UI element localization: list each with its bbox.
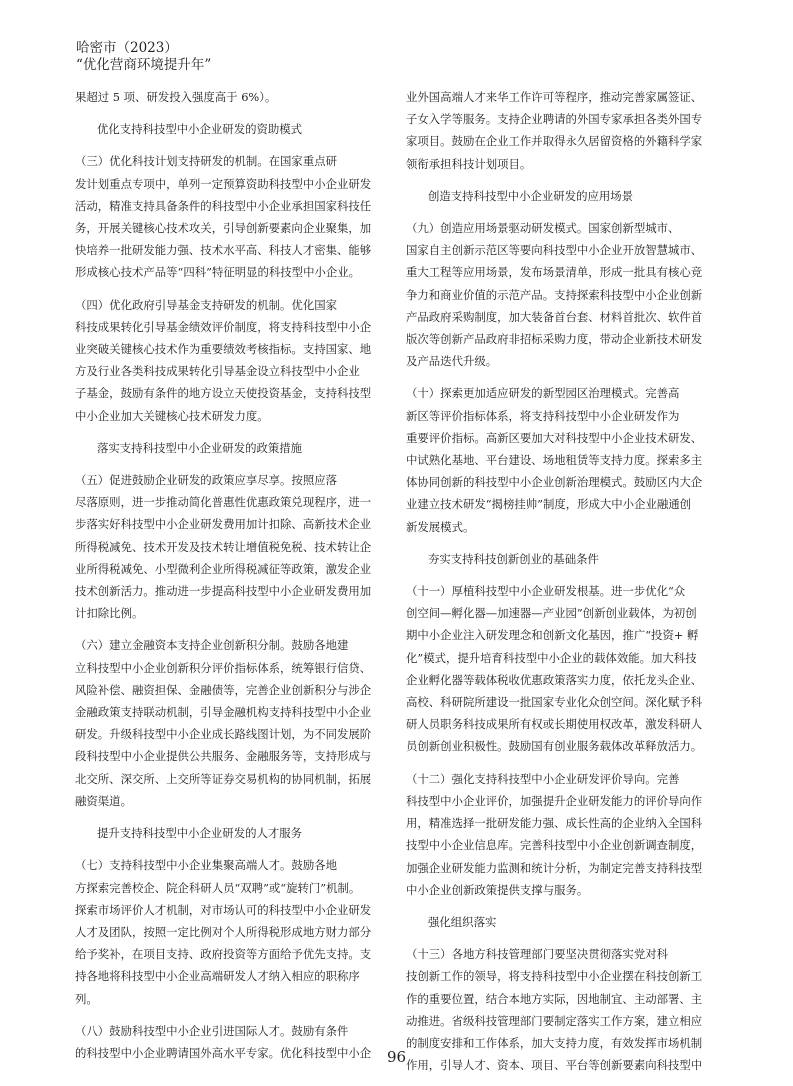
paragraph xyxy=(406,382,732,537)
text-line: 作的重要位置，结合本地方实际，因地制宜、主动部署、主 xyxy=(406,991,703,1006)
text-line: 列。 xyxy=(75,991,98,1006)
section-heading: 提升支持科技型中小企业研发的人才服务 xyxy=(97,826,303,841)
text-line: 段科技型中小企业提供公共服务、金融服务等，支持形成与 xyxy=(75,749,372,764)
text-line: 形成核心技术产品等“四科”特征明显的科技型中小企业。 xyxy=(75,265,361,280)
text-line: 持各地将科技型中小企业高端研发人才纳入相应的职称序 xyxy=(75,969,360,984)
text-line: 的制度安排和工作体系，加大支持力度，有效发挥市场机制 xyxy=(406,1035,703,1050)
page-number: 96 xyxy=(386,1048,407,1066)
text-line: 期中小企业注入研发理念和创新文化基因，推广“投资+ 孵 xyxy=(406,628,699,643)
text-line: 的科技型中小企业聘请国外高水平专家。优化科技型中小企 xyxy=(75,1045,372,1060)
text-line: 国家自主创新示范区等要向科技型中小企业开放智慧城市、 xyxy=(406,243,703,258)
text-line: 创空间—孵化器—加速器—产业园”创新创业载体，为初创 xyxy=(406,606,697,621)
text-line: 给予奖补，在项目支持、政府投资等方面给予优先支持。支 xyxy=(75,947,372,962)
text-line: 风险补偿、融资担保、金融债等，完善企业创新积分与涉企 xyxy=(75,682,372,697)
text-line: （十三）各地方科技管理部门要坚决贯彻落实党对科 xyxy=(406,947,668,962)
paragraph xyxy=(406,217,732,372)
text-line: （七）支持科技型中小企业集聚高端人才。鼓励各地 xyxy=(75,858,337,873)
text-line: 产品政府采购制度，加大装备首台套、材料首批次、软件首 xyxy=(406,309,703,324)
section-heading: 夯实支持科技创新创业的基础条件 xyxy=(428,551,599,566)
text-line: （九）创造应用场景驱动研发模式。国家创新型城市、 xyxy=(406,221,680,236)
text-line: （五）促进鼓励企业研发的政策应享尽享。按照应落 xyxy=(75,473,337,488)
text-line: 版次等创新产品政府非招标采购力度，带动企业新技术研发 xyxy=(406,332,703,347)
text-line: 重大工程等应用场景，发布场景清单，形成一批具有核心竞 xyxy=(406,265,703,280)
text-line: 争力和商业价值的示范产品。支持探索科技型中小企业创新 xyxy=(406,287,703,302)
section-heading: 创造支持科技型中小企业研发的应用场景 xyxy=(428,188,634,203)
text-line: 务，开展关键核心技术攻关，引导创新要素向企业聚集，加 xyxy=(75,221,372,236)
text-line: 员创新创业积极性。鼓励国有创业服务载体改革释放活力。 xyxy=(406,739,703,754)
text-line: 方及行业各类科技成果转化引导基金设立科技型中小企业 xyxy=(75,364,360,379)
text-line: 子女入学等服务。支持企业聘请的外国专家承担各类外国专 xyxy=(406,112,703,127)
text-line: 方探索完善校企、院企科研人员“双聘”或“旋转门”机制。 xyxy=(75,880,361,895)
text-line: （十一）厚植科技型中小企业研发根基。进一步优化“众 xyxy=(406,584,686,599)
text-line: 探索市场评价人才机制，对市场认可的科技型中小企业研发 xyxy=(75,902,372,917)
text-line: 金融政策支持联动机制，引导金融机构支持科技型中小企业 xyxy=(75,705,372,720)
text-line: 新发展模式。 xyxy=(406,519,475,534)
text-line: （十）探索更加适应研发的新型园区治理模式。完善高 xyxy=(406,386,680,401)
paragraph xyxy=(75,469,397,624)
text-line: （十二）强化支持科技型中小企业研发评价导向。完善 xyxy=(406,771,680,786)
section-heading: 优化支持科技型中小企业研发的资助模式 xyxy=(97,122,303,137)
paragraph xyxy=(406,86,732,175)
paragraph xyxy=(75,86,397,108)
text-line: 活动，精准支持具备条件的科技型中小企业承担国家科技任 xyxy=(75,198,372,213)
text-line: 业外国高端人才来华工作许可等程序，推动完善家属签证、 xyxy=(406,90,703,104)
text-line: 技型中小企业信息库。完善科技型中小企业创新调查制度， xyxy=(406,838,703,853)
text-line: 果超过 5 项、研发投入强度高于 6%）。 xyxy=(75,90,277,104)
text-line: 业建立技术研发“揭榜挂帅”制度，形成大中小企业融通创 xyxy=(406,497,692,512)
text-line: 研发。升级科技型中小企业成长路线图计划，为不同发展阶 xyxy=(75,727,372,742)
text-line: 业突破关键核心技术作为重要绩效考核指标。支持国家、地 xyxy=(75,342,372,357)
header-line-2: “优化营商环境提升年” xyxy=(76,57,212,73)
right-column xyxy=(406,86,732,1086)
text-line: （八）鼓励科技型中小企业引进国际人才。鼓励有条件 xyxy=(75,1023,349,1038)
header-line-1: 哈密市（2023） xyxy=(76,40,178,56)
text-line: 计扣除比例。 xyxy=(75,606,144,621)
text-line: 新区等评价指标体系，将支持科技型中小企业研发作为 xyxy=(406,408,680,423)
paragraph xyxy=(75,150,397,283)
text-line: 尽落原则，进一步推动简化普惠性优惠政策兑现程序，进一 xyxy=(75,495,372,510)
text-line: 动推进。省级科技管理部门要制定落实工作方案，建立相应 xyxy=(406,1013,703,1028)
text-line: 步落实好科技型中小企业研发费用加计扣除、高新技术企业 xyxy=(75,517,372,532)
text-line: 作用，引导人才、资本、项目、平台等创新要素向科技型中 xyxy=(406,1058,703,1073)
text-line: 业所得税减免、小型微利企业所得税减征等政策，激发企业 xyxy=(75,561,372,576)
section-heading: 落实支持科技型中小企业研发的政策措施 xyxy=(97,440,303,455)
text-line: 企业孵化器等载体税收优惠政策落实力度，依托龙头企业、 xyxy=(406,672,703,687)
text-line: 融资渠道。 xyxy=(75,793,132,808)
text-line: 家项目。鼓励在企业工作并取得永久居留资格的外籍科学家 xyxy=(406,134,703,149)
text-line: 发计划重点专项中，单列一定预算资助科技型中小企业研发 xyxy=(75,176,372,191)
text-line: （三）优化科技计划支持研发的机制。在国家重点研 xyxy=(75,154,337,169)
text-line: （四）优化政府引导基金支持研发的机制。优化国家 xyxy=(75,297,337,312)
text-line: 中小企业创新政策提供支撑与服务。 xyxy=(406,882,589,897)
text-line: 领衔承担科技计划项目。 xyxy=(406,156,532,171)
paragraph xyxy=(75,294,397,427)
text-line: 科技成果转化引导基金绩效评价制度，将支持科技型中小企 xyxy=(75,319,372,334)
paragraph xyxy=(75,854,397,1009)
text-line: 重要评价指标。高新区要加大对科技型中小企业技术研发、 xyxy=(406,430,703,445)
left-column xyxy=(75,86,397,1074)
paragraph xyxy=(75,634,397,812)
text-line: 用，精准选择一批研发能力强、成长性高的企业纳入全国科 xyxy=(406,816,703,831)
text-line: 技术创新活力。推动进一步提高科技型中小企业研发费用加 xyxy=(75,584,372,599)
text-line: 科技型中小企业评价，加强提升企业研发能力的评价导向作 xyxy=(406,793,703,808)
section-heading: 强化组织落实 xyxy=(428,914,497,929)
text-line: 快培养一批研发能力强、技术水平高、科技人才密集、能够 xyxy=(75,243,372,258)
text-line: 中试熟化基地、平台建设、场地租赁等支持力度。探索多主 xyxy=(406,453,703,468)
text-line: 及产品迭代升级。 xyxy=(406,354,498,369)
paragraph xyxy=(406,768,732,901)
text-line: 高校、科研院所建设一批国家专业化众创空间。深化赋予科 xyxy=(406,695,703,710)
text-line: 北交所、深交所、上交所等证券交易机构的协同机制，拓展 xyxy=(75,771,372,786)
text-line: （六）建立金融资本支持企业创新积分制。鼓励各地建 xyxy=(75,638,349,653)
text-line: 体协同创新的科技型中小企业创新治理模式。鼓励区内大企 xyxy=(406,475,703,490)
text-line: 子基金，鼓励有条件的地方设立天使投资基金，支持科技型 xyxy=(75,386,372,401)
text-line: 化”模式，提升培育科技型中小企业的载体效能。加大科技 xyxy=(406,650,697,665)
text-line: 所得税减免、技术开发及技术转让增值税免税、技术转让企 xyxy=(75,539,372,554)
paragraph xyxy=(406,580,732,758)
text-line: 立科技型中小企业创新积分评价指标体系，统筹银行信贷、 xyxy=(75,660,372,675)
text-line: 研人员职务科技成果所有权或长期使用权改革，激发科研人 xyxy=(406,717,703,732)
text-line: 技创新工作的领导，将支持科技型中小企业摆在科技创新工 xyxy=(406,969,703,984)
text-line: 中小企业加大关键核心技术研发力度。 xyxy=(75,408,269,423)
running-header xyxy=(76,40,211,74)
text-line: 加强企业研发能力监测和统计分析，为制定完善支持科技型 xyxy=(406,860,703,875)
text-line: 人才及团队，按照一定比例对个人所得税形成地方财力部分 xyxy=(75,924,372,939)
